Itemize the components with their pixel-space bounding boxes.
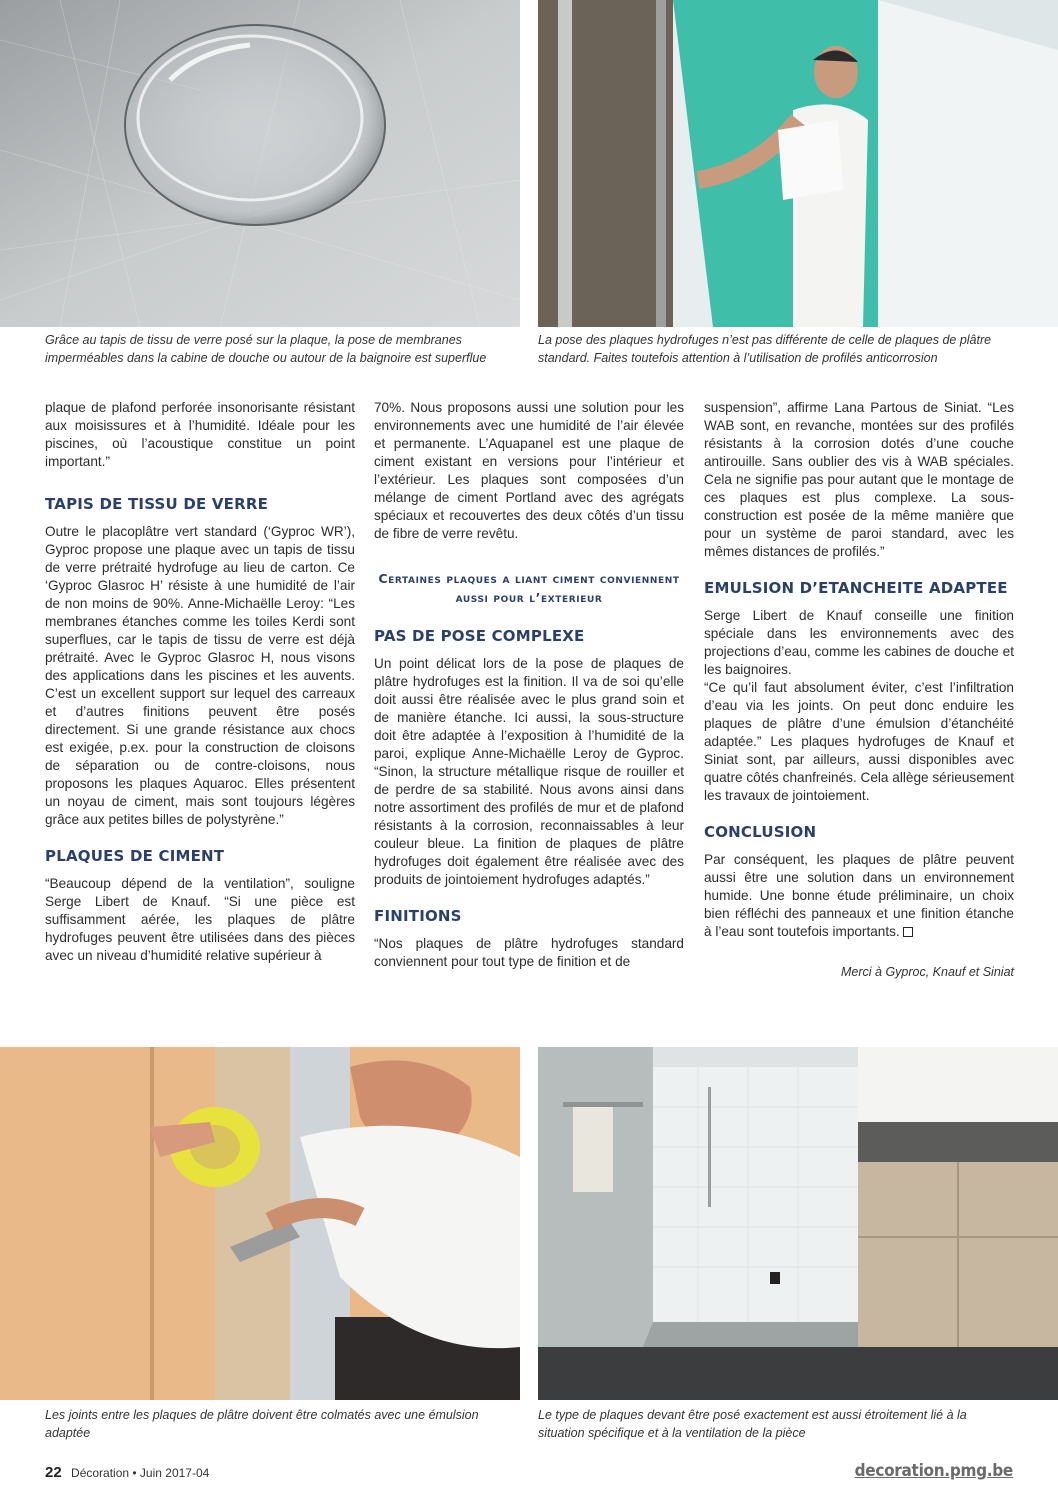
photo-bathroom — [538, 1047, 1058, 1400]
end-mark-icon — [903, 927, 913, 937]
heading-ciment: PLAQUES DE CIMENT — [45, 847, 225, 865]
heading-finitions: FINITIONS — [374, 907, 462, 925]
paragraph: plaque de plafond perforée insonorisante résistant aux moisissures et à l’humidité. Idéale pour les piscines, où l’acoustique constitue un point important.” — [45, 400, 355, 469]
article-column-1 — [45, 399, 355, 965]
photo-installing-board — [538, 0, 1058, 327]
article-column-2 — [374, 399, 684, 971]
paragraph: 70%. Nous proposons aussi une solution pour les environnements avec une humidité de l’air élevée et permanente. L’Aquapanel est une plaque de ciment existant en versions pour l’intérieur et l’extérieur. Les plaques sont composées d’un mélange de ciment Portland avec des agrégats spéciaux et recouvertes des deux côtés d’un tissu de fibre de verre revêtu. — [374, 400, 684, 541]
paragraph: “Ce qu’il faut absolument éviter, c’est l’infiltration d’eau via les joints. On peut donc enduire les plaques de plâtre d’une émulsion d’étanchéité adaptée.” Les plaques hydrofuges de Knauf et Siniat sont, par ailleurs, aussi disponibles avec quatre côtés chanfreinés. Cela allège sérieusement les travaux de jointoiement. — [704, 680, 1014, 803]
heading-conclusion: CONCLUSION — [704, 823, 817, 841]
caption-bottom-right: Le type de plaques devant être posé exactement est aussi étroitement lié à la situation spécifique et à la ventilation de la pièce — [538, 1408, 967, 1440]
paragraph — [704, 851, 1014, 941]
paragraph: Outre le placoplâtre vert standard (‘Gyproc WR’), Gyproc propose une plaque avec un tapis de tissu de verre prétraité hydrofuge au lieu de carton. Ce ‘Gyproc Glasroc H’ résiste à une humidité de l’air de non moins de 90%. Anne-Michaëlle Leroy: “Les membranes étanches comme les toiles Kerdi sont superflues, car le tapis de tissu de verre est déjà prétraité. Avec le Gyproc Glasroc H, nous visons des applications dans les piscines et les auvents. C’est un excellent support sur lequel des carreaux et d’autres finitions peuvent être posés directement. Si une grande résistance aux chocs est exigée, p.ex. pour la construction de cloisons de séparation ou de contre-cloisons, nous proposons les plaques Aquaroc. Elles présentent un noyau de ciment, mais sont toujours légères grâce aux petites billes de polystyrène.” — [45, 524, 355, 827]
heading-emulsion: EMULSION D’ETANCHEITE ADAPTEE — [704, 579, 1008, 597]
caption-top-right: La pose des plaques hydrofuges n’est pas différente de celle de plaques de plâtre standard. Faites toutefois attention à l’utilisation de profilés anticorrosion — [538, 333, 992, 365]
caption-bottom-left: Les joints entre les plaques de plâtre doivent être colmatés avec une émulsion adaptée — [45, 1408, 479, 1440]
heading-pose: PAS DE POSE COMPLEXE — [374, 627, 585, 645]
footer-page-info — [45, 1464, 209, 1481]
photo-joint-tape — [0, 1047, 520, 1400]
publication-name: Décoration • Juin 2017-04 — [71, 1466, 210, 1480]
heading-tapis: TAPIS DE TISSU DE VERRE — [45, 495, 269, 513]
paragraph: suspension”, affirme Lana Partous de Siniat. “Les WAB sont, en revanche, montées sur des profilés résistants à la corrosion dotés d’une couche antirouille. Sans oublier des vis à WAB spéciales. Cela ne signifie pas pour autant que le montage de ces plaques est plus complexe. La sous-construction est posée de la même manière que pour un système de paroi standard, avec les mêmes distances de profilés.” — [704, 400, 1014, 559]
paragraph: Un point délicat lors de la pose de plaques de plâtre hydrofuges est la finition. Il va de soi qu’elle doit aussi être réalisée avec le plus grand soin et de manière étanche. Ici aussi, la sous-structure doit être adaptée à l’exposition à l’humidité de la paroi, explique Anne-Michaëlle Leroy de Gyproc. “Sinon, la structure métallique risque de rouiller et de perdre de sa stabilité. Nous avons ainsi dans notre assortiment des profilés de mur et de plafond résistants à la corrosion, reconnaissables à leur couleur bleue. La finition de plaques de plâtre hydrofuges doit également être réalisée avec des produits de jointoiement hydrofuges adaptés.” — [374, 656, 684, 887]
conclusion-text: Par conséquent, les plaques de plâtre peuvent aussi être une solution dans un environnement humide. Une bonne étude préliminaire, un choix bien réfléchi des panneaux et une finition étanche à l’eau sont toutefois importants. — [704, 852, 1014, 939]
caption-top-left: Grâce au tapis de tissu de verre posé sur la plaque, la pose de membranes imperméables dans la cabine de douche ou autour de la baignoire est superflue — [45, 333, 487, 365]
paragraph: “Nos plaques de plâtre hydrofuges standard conviennent pour tout type de finition et de — [374, 936, 684, 969]
paragraph: “Beaucoup dépend de la ventilation”, souligne Serge Libert de Knauf. “Si une pièce est suffisamment aérée, les plaques de plâtre hydrofuges peuvent être utilisées dans des pièces avec un niveau d’humidité relative supérieur à — [45, 876, 355, 963]
pull-quote: Certaines plaques a liant ciment conviennent aussi pour l’exterieur — [378, 571, 680, 605]
paragraph: Serge Libert de Knauf conseille une finition spéciale dans les environnements avec des projections d’eau, comme les cabines de douche et les baignoires. — [704, 608, 1014, 677]
photo-water-drop — [0, 0, 520, 327]
acknowledgement: Merci à Gyproc, Knauf et Siniat — [841, 965, 1014, 979]
article-column-3 — [704, 399, 1014, 981]
website-link[interactable]: decoration.pmg.be — [854, 1461, 1013, 1481]
page-number: 22 — [45, 1464, 62, 1481]
